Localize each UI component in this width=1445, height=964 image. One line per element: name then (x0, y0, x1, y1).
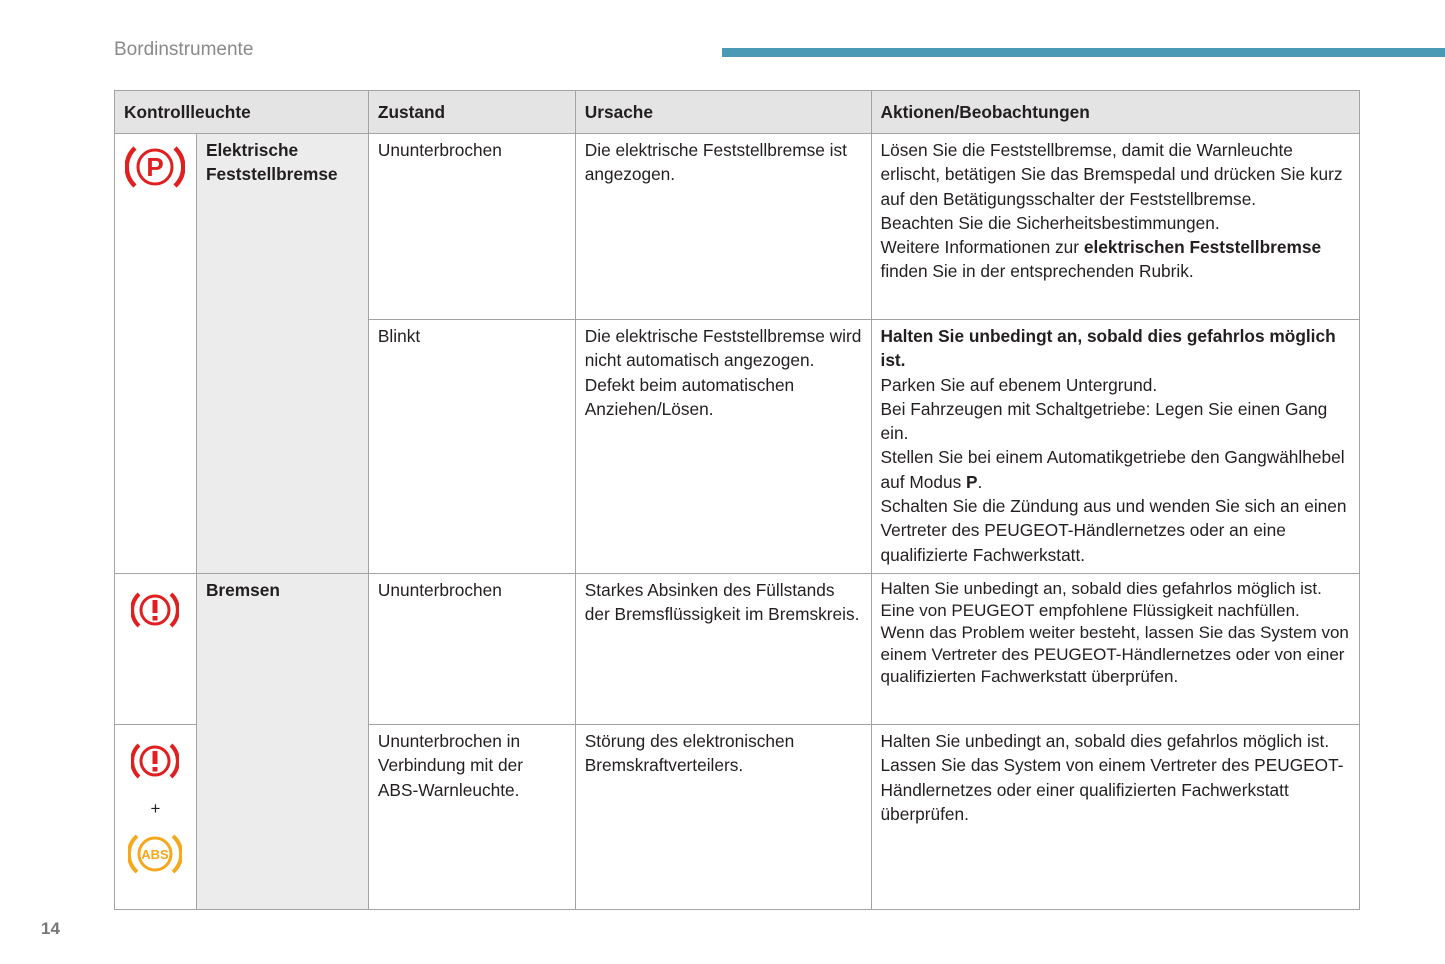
actions-cell (871, 320, 1359, 574)
parking-brake-warning-icon (125, 144, 185, 190)
text: . (977, 471, 983, 492)
icon-cell (115, 134, 197, 574)
plus-sign: + (150, 799, 161, 819)
actions-cell (871, 134, 1359, 320)
action-text: Halten Sie unbedingt an, sobald dies gefahrlos möglich ist. (880, 731, 1330, 751)
action-text: Lassen Sie das System von einem Vertreter des PEUGEOT-Händlernetzes oder einer qualifizierten Fachwerkstatt überprüfen. (880, 755, 1344, 824)
icon-cell (115, 574, 197, 725)
state-cell: Ununterbrochen in Verbindung mit der ABS-Warnleuchte. (368, 725, 575, 910)
page-number: 14 (41, 919, 60, 938)
header-kontrollleuchte: Kontrollleuchte (115, 91, 369, 134)
table-header-row (115, 91, 1360, 134)
action-text: Schalten Sie die Zündung aus und wenden Sie sich an einen Vertreter des PEUGEOT-Händlernetzes oder an eine qualifizierte Fachwerkstatt. (880, 496, 1347, 565)
action-text: Beachten Sie die Sicherheitsbestimmungen. (880, 212, 1220, 233)
action-text: Parken Sie auf ebenem Untergrund. (880, 374, 1158, 395)
brake-warning-icon (131, 590, 179, 630)
action-text: Lösen Sie die Feststellbremse, damit die Warnleuchte erlischt, betätigen Sie das Bremspedal und drücken Sie kurz auf den Betätigungsschalter der Feststellbremse. (880, 140, 1343, 209)
table-row (115, 574, 1360, 725)
cause-cell: Störung des elektronischen Bremskraftverteilers. (575, 725, 871, 910)
header-ursache: Ursache (575, 91, 871, 134)
header-zustand: Zustand (368, 91, 575, 134)
actions-cell (871, 725, 1359, 910)
header-aktionen: Aktionen/Beobachtungen (871, 91, 1359, 134)
brake-warning-icon (131, 741, 179, 781)
warning-lights-table (114, 90, 1360, 910)
text: Stellen Sie bei einem Automatikgetriebe den Gangwählhebel auf Modus (880, 447, 1345, 492)
abs-warning-icon (128, 832, 182, 876)
action-text (881, 235, 1350, 284)
state-cell: Blinkt (368, 320, 575, 574)
table-row (115, 134, 1360, 320)
state-cell: Ununterbrochen (368, 134, 575, 320)
light-name: Bremsen (196, 574, 368, 910)
action-text: Halten Sie unbedingt an, sobald dies gefahrlos möglich ist. (880, 579, 1322, 598)
actions-cell (871, 574, 1359, 725)
text: finden Sie in der entsprechenden Rubrik. (880, 261, 1194, 282)
cause-cell: Starkes Absinken des Füllstands der Bremsflüssigkeit im Bremskreis. (575, 574, 871, 725)
cause-text: Die elektrische Feststellbremse wird nicht automatisch angezogen. (584, 326, 862, 371)
section-title: Bordinstrumente (114, 39, 254, 60)
cause-cell (575, 320, 871, 574)
action-text: Eine von PEUGEOT empfohlene Flüssigkeit nachfüllen. (880, 601, 1300, 620)
svg-text:ABS: ABS (141, 846, 170, 862)
light-name: Elektrische Feststellbremse (196, 134, 368, 574)
text: Weitere Informationen zur (880, 237, 1084, 258)
bold-text: P (966, 471, 978, 492)
cause-text: Defekt beim automatischen Anziehen/Lösen. (584, 374, 795, 419)
cause-cell: Die elektrische Feststellbremse ist angezogen. (575, 134, 871, 320)
state-cell: Ununterbrochen (368, 574, 575, 725)
section-accent-bar (722, 48, 1445, 57)
action-text: Wenn das Problem weiter besteht, lassen Sie das System von einem Vertreter des PEUGEOT-Händlernetzes oder von einer qualifizierten Fachwerkstatt überprüfen. (880, 623, 1349, 686)
action-warning: Halten Sie unbedingt an, sobald dies gefahrlos möglich ist. (880, 326, 1336, 371)
icon-cell (115, 725, 197, 910)
bold-text: elektrischen Feststellbremse (1083, 237, 1322, 258)
svg-text:P: P (146, 152, 165, 182)
action-text: Bei Fahrzeugen mit Schaltgetriebe: Legen Sie einen Gang ein. (880, 398, 1328, 444)
action-text (881, 445, 1350, 494)
